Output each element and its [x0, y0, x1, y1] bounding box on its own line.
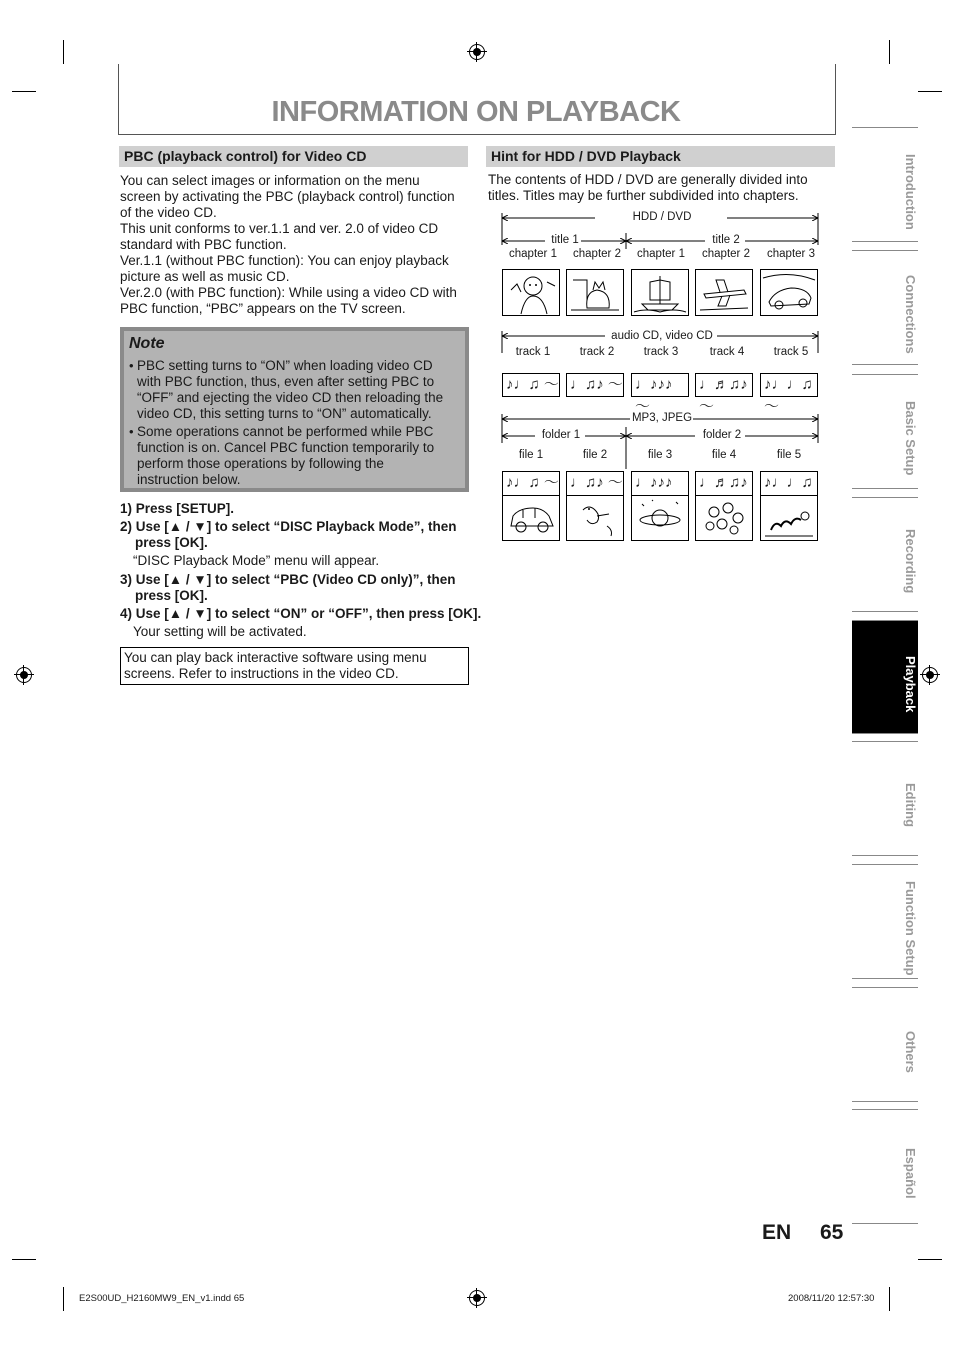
track-label: track 5 — [773, 346, 809, 358]
flowers-image-icon — [695, 495, 753, 541]
tab-label: Español — [903, 1148, 918, 1199]
caterpillar-image-icon — [760, 495, 818, 541]
bird-image-icon — [566, 495, 624, 541]
page-number: 65 — [820, 1221, 844, 1244]
text-line: You can select images or information on the menu — [120, 173, 420, 188]
text-line: PBC setting turns to “ON” when loading video CD — [137, 358, 433, 373]
crop-mark — [889, 1287, 890, 1311]
note-item — [137, 424, 467, 488]
text-line: instruction below. — [137, 472, 241, 487]
text-line: with PBC function, thus, even after setting PBC to — [137, 374, 435, 389]
step-4-sub: Your setting will be activated. — [133, 624, 307, 639]
text-line: The contents of HDD / DVD are generally divided into — [488, 172, 808, 187]
text-line: screen by activating the PBC (playback control) function — [120, 189, 455, 204]
bullet-icon: • — [129, 424, 134, 439]
text-line: perform those operations by following the — [137, 456, 384, 471]
note-title: Note — [129, 335, 165, 352]
hdd-dvd-label: HDD / DVD — [632, 211, 692, 223]
footer-file: E2S00UD_H2160MW9_EN_v1.indd 65 — [79, 1293, 245, 1304]
crop-mark — [63, 40, 64, 64]
cat-image-icon — [566, 269, 624, 316]
tab-label: Basic Setup — [903, 401, 918, 476]
track-label: track 2 — [579, 346, 615, 358]
step-2-sub: “DISC Playback Mode” menu will appear. — [133, 553, 380, 568]
music-notes-icon: ♩♬♫♪～ — [695, 373, 753, 397]
step-1: 1) Press [SETUP]. — [120, 501, 235, 516]
music-notes-icon: ♪♩♫ ～ — [502, 373, 560, 397]
text-line: This unit conforms to ver.1.1 and ver. 2.0 of video CD — [120, 221, 439, 236]
text-line: PBC function, “PBC” appears on the TV screen. — [120, 301, 406, 316]
music-notes-icon: ♩♪♪♪ — [631, 471, 689, 496]
registration-mark-icon — [469, 44, 485, 60]
step-3-cont: press [OK]. — [135, 588, 208, 603]
page-title: INFORMATION ON PLAYBACK — [271, 96, 681, 128]
footer-timestamp: 2008/11/20 12:57:30 — [788, 1293, 875, 1304]
track-label: track 3 — [643, 346, 679, 358]
car-image-icon — [760, 269, 818, 316]
title-label: title 1 — [551, 234, 579, 246]
chapter-label: chapter 1 — [637, 248, 685, 260]
car-image-icon — [502, 495, 560, 541]
chapter-label: chapter 3 — [767, 248, 815, 260]
tab-editing[interactable] — [852, 741, 918, 856]
tab-label: Editing — [903, 783, 918, 828]
hint-intro — [488, 172, 838, 204]
music-notes-icon: ♩♬♫♪ — [695, 471, 753, 496]
music-notes-icon: ♪♩♩♫～ — [760, 373, 818, 397]
registration-mark-icon — [16, 667, 32, 683]
text-line: of the video CD. — [120, 205, 217, 220]
note-item — [137, 358, 467, 422]
tab-connections[interactable] — [852, 250, 918, 365]
text-line: Ver.2.0 (with PBC function): While using a video CD with — [120, 285, 457, 300]
mp3-jpeg-label: MP3, JPEG — [631, 412, 693, 424]
tab-label: Recording — [903, 529, 918, 594]
music-notes-icon: ♩♫♪ ～ — [566, 471, 624, 496]
file-label: file 3 — [647, 449, 673, 461]
music-notes-icon: ♩♪♪♪ ～ — [631, 373, 689, 397]
step-3: 3) Use [▲ / ▼] to select “PBC (Video CD only)”, then — [120, 572, 456, 587]
text-line: standard with PBC function. — [120, 237, 287, 252]
info-box — [120, 647, 469, 685]
text-line: function is on. Cancel PBC function temporarily to — [137, 440, 435, 455]
tab-function-setup[interactable] — [852, 864, 918, 979]
bullet-icon: • — [129, 358, 134, 373]
music-notes-icon: ♩♫♪ ～ — [566, 373, 624, 397]
crop-mark — [918, 91, 942, 92]
text-line: picture as well as music CD. — [120, 269, 290, 284]
planet-image-icon — [631, 495, 689, 541]
tab-recording[interactable] — [852, 497, 918, 612]
tab-espanol[interactable] — [852, 1109, 918, 1224]
airplane-image-icon — [695, 269, 753, 316]
text-line: video CD, this setting turns to “ON” automatically. — [137, 406, 432, 421]
text-line: titles. Titles may be further subdivided into chapters. — [488, 188, 799, 203]
tab-label: Playback — [903, 655, 918, 713]
pbc-section-heading: PBC (playback control) for Video CD — [119, 146, 468, 167]
step-2: 2) Use [▲ / ▼] to select “DISC Playback Mode”, then — [120, 519, 457, 534]
tab-label: Connections — [903, 275, 918, 354]
file-label: file 2 — [582, 449, 608, 461]
pbc-description — [120, 173, 470, 317]
text-line: You can play back interactive software using menu — [124, 650, 427, 665]
track-label: track 4 — [709, 346, 745, 358]
registration-mark-icon — [922, 667, 938, 683]
tab-introduction[interactable] — [852, 127, 918, 242]
chapter-label: chapter 2 — [573, 248, 621, 260]
title-label: title 2 — [712, 234, 740, 246]
file-label: file 4 — [711, 449, 737, 461]
chapter-label: chapter 2 — [702, 248, 750, 260]
text-line: Some operations cannot be performed while PBC — [137, 424, 434, 439]
tab-basic-setup[interactable] — [852, 374, 918, 489]
track-label: track 1 — [515, 346, 551, 358]
crop-mark — [12, 1259, 36, 1260]
file-label: file 1 — [518, 449, 544, 461]
chapter-label: chapter 1 — [509, 248, 557, 260]
text-line: “OFF” and ejecting the video CD then reloading the — [137, 390, 444, 405]
file-label: file 5 — [776, 449, 802, 461]
step-2-cont: press [OK]. — [135, 535, 208, 550]
folder-label: folder 1 — [541, 429, 581, 441]
text-line: Ver.1.1 (without PBC function): You can enjoy playback — [120, 253, 449, 268]
note-box — [120, 327, 469, 492]
tab-others[interactable] — [852, 987, 918, 1102]
crop-mark — [63, 1287, 64, 1311]
folder-label: folder 2 — [702, 429, 742, 441]
crop-mark — [918, 1259, 942, 1260]
registration-mark-icon — [469, 1290, 485, 1306]
ship-image-icon — [631, 269, 689, 316]
music-notes-icon: ♪♩♩♫ — [760, 471, 818, 496]
tab-label: Introduction — [903, 153, 918, 230]
crop-mark — [12, 91, 36, 92]
text-line: screens. Refer to instructions in the video CD. — [124, 666, 399, 681]
tab-label: Others — [903, 1030, 918, 1073]
audio-video-cd-label: audio CD, video CD — [611, 330, 713, 342]
step-4: 4) Use [▲ / ▼] to select “ON” or “OFF”, then press [OK]. — [120, 606, 482, 621]
crop-mark — [889, 40, 890, 64]
tab-label: Function Setup — [903, 881, 918, 976]
hint-section-heading: Hint for HDD / DVD Playback — [486, 146, 835, 167]
tab-playback[interactable] — [852, 620, 918, 734]
girl-image-icon — [502, 269, 560, 316]
music-notes-icon: ♪♩♫ ～ — [502, 471, 560, 496]
language-code: EN — [762, 1221, 792, 1244]
